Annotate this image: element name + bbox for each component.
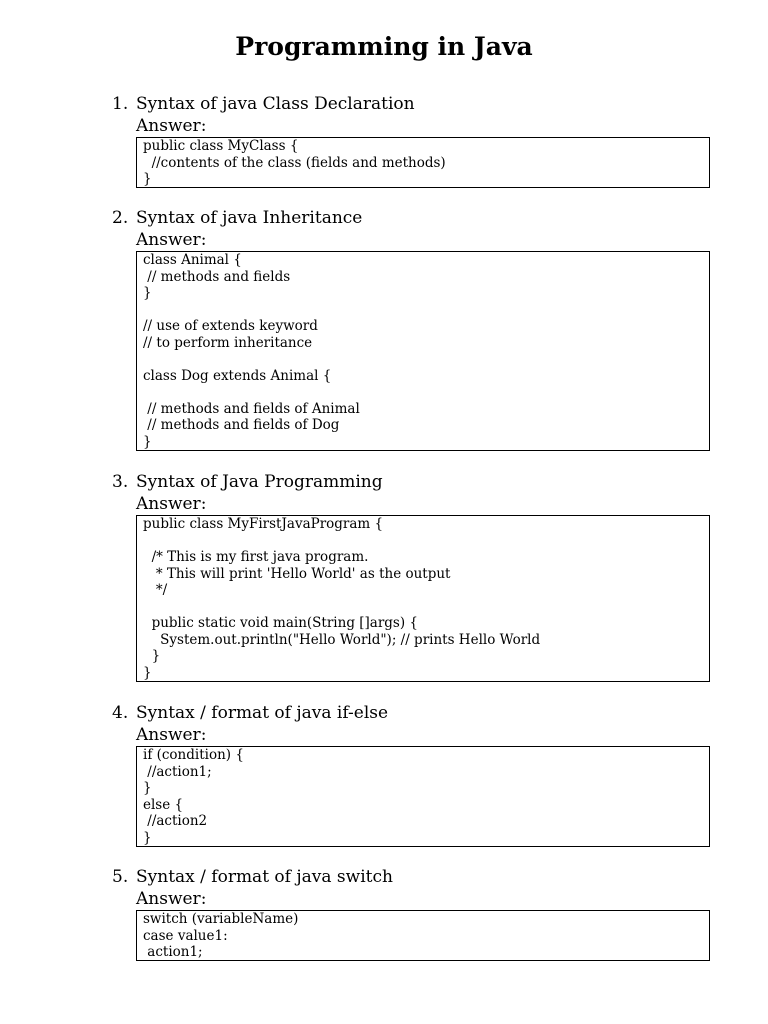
code-block: public class MyClass { //contents of the class (fields and methods) } [143, 138, 446, 187]
code-block: switch (variableName) case value1: action1; [143, 911, 299, 960]
question-number: 2. [112, 208, 129, 228]
question-number: 1. [112, 94, 129, 114]
code-box [136, 746, 710, 847]
question-5 [112, 866, 712, 961]
question-heading [112, 702, 712, 724]
question-number: 3. [112, 472, 129, 492]
question-heading [112, 207, 712, 229]
code-box [136, 137, 710, 188]
question-heading [112, 93, 712, 115]
question-1 [112, 93, 712, 188]
question-text: Syntax / format of java if-else [136, 703, 389, 723]
question-heading [112, 471, 712, 493]
answer-label: Answer: [136, 494, 207, 514]
question-4 [112, 702, 712, 847]
question-3 [112, 471, 712, 682]
code-block: public class MyFirstJavaProgram { /* This is my first java program. * This will print 'Hello World' as the output */ public static void main(String []args) { System.out.println("Hello World"); // prints Hello World } } [143, 516, 541, 681]
code-box [136, 251, 710, 451]
answer-label: Answer: [136, 116, 207, 136]
question-text: Syntax of java Class Declaration [136, 94, 415, 114]
answer-label: Answer: [136, 889, 207, 909]
answer-label: Answer: [136, 230, 207, 250]
question-heading [112, 866, 712, 888]
question-number: 5. [112, 867, 129, 887]
code-block: if (condition) { //action1; } else { //action2 } [143, 747, 244, 846]
code-block: class Animal { // methods and fields } // use of extends keyword // to perform inheritance class Dog extends Animal { // methods and fields of Animal // methods and fields of Dog } [143, 252, 360, 450]
code-box [136, 910, 710, 961]
answer-label: Answer: [136, 725, 207, 745]
question-text: Syntax / format of java switch [136, 867, 393, 887]
question-text: Syntax of java Inheritance [136, 208, 363, 228]
question-number: 4. [112, 703, 129, 723]
code-box [136, 515, 710, 682]
question-2 [112, 207, 712, 451]
page-title: Programming in Java [235, 32, 533, 61]
question-text: Syntax of Java Programming [136, 472, 383, 492]
